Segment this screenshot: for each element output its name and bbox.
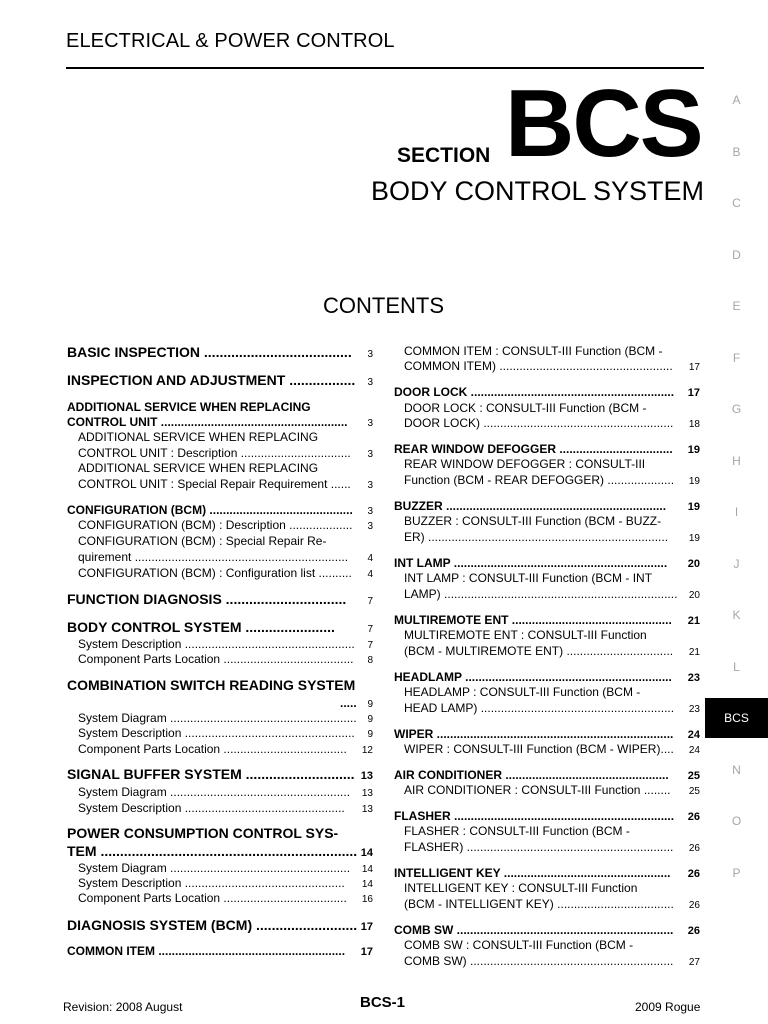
toc-subentry[interactable]: System Diagram ...................................................... [78,861,351,875]
toc-subentry[interactable]: ER) ........................................................................ [404,530,669,544]
toc-entry-comb-sw[interactable]: COMB SW ................................................................. [394,923,674,937]
index-tab-k[interactable]: K [732,608,741,622]
toc-entry-basic-inspection[interactable]: BASIC INSPECTION ...................................... [67,344,352,360]
toc-page: 23 [688,704,700,715]
toc-subentry[interactable]: System Description ................................................ [78,801,345,815]
toc-entry-wiper[interactable]: WIPER ....................................................................... [394,727,674,741]
toc-subentry[interactable]: System Diagram ...................................................... [78,785,351,799]
toc-page: 9 [367,714,373,725]
toc-page: 3 [367,418,373,429]
toc-subentry[interactable]: CONFIGURATION (BCM) : Description ................... [78,518,353,532]
toc-entry-flasher[interactable]: FLASHER .................................................................. [394,809,675,823]
toc-subentry[interactable]: DOOR LOCK : CONSULT-III Function (BCM - [404,401,647,415]
toc-entry-common-item[interactable]: COMMON ITEM ........................................................ [67,944,346,958]
toc-page: 13 [361,788,373,799]
toc-page: 20 [688,590,700,601]
toc-page: 3 [367,449,373,460]
toc-subentry[interactable]: System Description ................................................... [78,726,355,740]
toc-page: 3 [367,480,373,491]
toc-subentry[interactable]: Component Parts Location ..................................... [78,891,347,905]
toc-page: 8 [367,655,373,666]
index-tab-g[interactable]: G [731,402,742,416]
toc-page: 17 [360,921,373,933]
toc-subentry[interactable]: COMB SW) ............................................................. [404,954,674,968]
toc-entry-combination-switch[interactable]: COMBINATION SWITCH READING SYSTEM [67,677,356,693]
toc-entry-multiremote[interactable]: MULTIREMOTE ENT ................................................ [394,613,672,627]
toc-page: 13 [360,770,373,782]
toc-entry-signal-buffer[interactable]: SIGNAL BUFFER SYSTEM ............................ [67,766,355,782]
toc-subentry[interactable]: Function (BCM - REAR DEFOGGER) .................... [404,473,675,487]
toc-page: 9 [367,729,373,740]
section-word: SECTION [397,144,491,167]
toc-page: 23 [687,672,700,684]
toc-page: 26 [687,811,700,823]
index-tab-i[interactable]: I [734,505,739,519]
toc-subentry[interactable]: AIR CONDITIONER : CONSULT-III Function ........ [404,783,671,797]
toc-page: 21 [687,615,700,627]
toc-page: 25 [688,786,700,797]
footer-page-number: BCS-1 [360,994,406,1011]
toc-page: 24 [687,729,700,741]
toc-subentry[interactable]: CONFIGURATION (BCM) : Configuration list .......... [78,566,352,580]
toc-page: 27 [688,957,700,968]
toc-page: 16 [361,894,373,905]
index-tab-a[interactable]: A [732,93,741,107]
toc-page: 19 [687,444,700,456]
toc-page: 7 [367,640,373,651]
toc-subentry[interactable]: FLASHER) .............................................................. [404,840,674,854]
toc-page: 20 [687,558,700,570]
toc-page: 4 [367,553,373,564]
contents-title: CONTENTS [323,293,444,318]
toc-page: 26 [687,925,700,937]
toc-page: 3 [367,521,373,532]
toc-page: 17 [360,946,373,958]
index-tab-p[interactable]: P [732,865,741,880]
toc-subentry[interactable]: ADDITIONAL SERVICE WHEN REPLACING [78,461,319,475]
toc-page: 18 [688,419,700,430]
toc-page: 14 [360,847,373,859]
index-tab-bcs[interactable]: BCS [705,698,768,738]
toc-subentry[interactable]: CONFIGURATION (BCM) : Special Repair Re- [78,534,327,548]
toc-page: 7 [367,596,373,607]
toc-subentry[interactable]: ADDITIONAL SERVICE WHEN REPLACING [78,430,319,444]
toc-entry-headlamp[interactable]: HEADLAMP .............................................................. [394,670,672,684]
document-category: ELECTRICAL & POWER CONTROL [66,30,395,52]
toc-page: 3 [367,349,373,360]
toc-entry-additional-service[interactable]: ADDITIONAL SERVICE WHEN REPLACING [67,400,311,414]
footer-model: 2009 Rogue [635,1000,701,1014]
toc-page: 21 [688,647,700,658]
toc-page: 26 [688,900,700,911]
toc-subentry[interactable]: BUZZER : CONSULT-III Function (BCM - BUZZ- [404,514,662,528]
index-tab-f[interactable]: F [732,350,741,365]
toc-entry-rear-window[interactable]: REAR WINDOW DEFOGGER .................................. [394,442,673,456]
toc-entry-intelligent-key[interactable]: INTELLIGENT KEY .................................................. [394,866,671,880]
toc-entry-combination-switch-cont: ..... [340,696,357,710]
toc-subentry[interactable]: Component Parts Location ..................................... [78,742,347,756]
toc-page: 17 [687,387,700,399]
toc-subentry[interactable]: INT LAMP : CONSULT-III Function (BCM - INT [404,571,653,585]
toc-page: 19 [688,533,700,544]
toc-subentry[interactable]: INTELLIGENT KEY : CONSULT-III Function [404,881,638,895]
toc-subentry[interactable]: (BCM - INTELLIGENT KEY) ................................... [404,897,674,911]
index-tab-l[interactable]: L [733,659,740,674]
toc-entry-power-consumption[interactable]: POWER CONSUMPTION CONTROL SYS- [67,825,339,841]
header-rule [66,67,704,69]
toc-entry-diagnosis-system[interactable]: DIAGNOSIS SYSTEM (BCM) .......................... [67,917,358,933]
toc-subentry[interactable]: COMMON ITEM) .................................................... [404,359,673,373]
toc-entry-door-lock[interactable]: DOOR LOCK ............................................................. [394,385,675,399]
toc-subentry[interactable]: (BCM - MULTIREMOTE ENT) ................................ [404,644,674,658]
toc-subentry[interactable]: CONTROL UNIT : Special Repair Requirement ...... [78,477,351,491]
toc-subentry[interactable]: FLASHER : CONSULT-III Function (BCM - [404,824,630,838]
toc-page: 14 [361,864,373,875]
toc-page: 3 [367,506,373,517]
section-title: BODY CONTROL SYSTEM [370,176,704,206]
toc-page: 14 [361,879,373,890]
index-tab-o[interactable]: O [731,814,742,828]
toc-page: 4 [367,569,373,580]
toc-page: 19 [688,476,700,487]
index-tab-d[interactable]: D [732,247,741,262]
toc-entry-function-diagnosis[interactable]: FUNCTION DIAGNOSIS ............................... [67,591,347,607]
toc-subentry[interactable]: CONTROL UNIT : Description ................................. [78,446,351,460]
footer-revision: Revision: 2008 August [63,1000,183,1014]
index-tab-c[interactable]: C [732,196,741,210]
toc-subentry[interactable]: HEAD LAMP) .......................................................... [404,701,675,715]
toc-entry-int-lamp[interactable]: INT LAMP ................................................................ [394,556,668,570]
toc-subentry[interactable]: System Diagram ........................................................ [78,711,357,725]
toc-subentry[interactable]: DOOR LOCK) ......................................................... [404,416,674,430]
toc-entry-air-conditioner[interactable]: AIR CONDITIONER ................................................. [394,768,669,782]
toc-entry-buzzer[interactable]: BUZZER .................................................................. [394,499,667,513]
toc-entry-inspection-adjustment[interactable]: INSPECTION AND ADJUSTMENT ................. [67,372,356,388]
toc-entry-additional-service-cont[interactable]: CONTROL UNIT ........................................................ [67,415,348,429]
toc-subentry[interactable]: WIPER : CONSULT-III Function (BCM - WIPER).... [404,742,674,756]
toc-subentry[interactable]: LAMP) ...................................................................... [404,587,678,601]
toc-page: 7 [367,624,373,635]
index-tab-j[interactable]: J [733,556,740,571]
toc-page: 9 [367,699,373,710]
toc-page: 13 [361,804,373,815]
toc-page: 19 [687,501,700,513]
toc-subentry[interactable]: System Description ................................................ [78,876,345,890]
toc-subentry[interactable]: Component Parts Location ....................................... [78,652,354,666]
toc-subentry[interactable]: MULTIREMOTE ENT : CONSULT-III Function [404,628,647,642]
toc-page: 26 [687,868,700,880]
index-tab-e[interactable]: E [732,299,741,313]
section-code: BCS [505,70,702,177]
toc-subentry[interactable]: HEADLAMP : CONSULT-III Function (BCM - [404,685,641,699]
toc-page: 3 [367,377,373,388]
toc-page: 26 [688,843,700,854]
index-tab-b[interactable]: B [732,144,741,159]
toc-page: 17 [688,362,700,373]
toc-page: 12 [361,745,373,756]
toc-page: 24 [688,745,700,756]
toc-subentry[interactable]: REAR WINDOW DEFOGGER : CONSULT-III [404,457,646,471]
toc-subentry[interactable]: COMB SW : CONSULT-III Function (BCM - [404,938,634,952]
toc-subentry[interactable]: COMMON ITEM : CONSULT-III Function (BCM - [404,344,663,358]
toc-subentry[interactable]: System Description ................................................... [78,637,355,651]
toc-subentry[interactable]: quirement ................................................................ [78,550,349,564]
index-tab-n[interactable]: N [732,762,741,777]
toc-page: 25 [687,770,700,782]
toc-entry-configuration[interactable]: CONFIGURATION (BCM) ........................................... [67,503,353,517]
toc-entry-power-consumption-cont[interactable]: TEM .................................................................. [67,843,358,859]
toc-entry-body-control-system[interactable]: BODY CONTROL SYSTEM ....................... [67,619,335,635]
index-tab-h[interactable]: H [732,453,741,468]
